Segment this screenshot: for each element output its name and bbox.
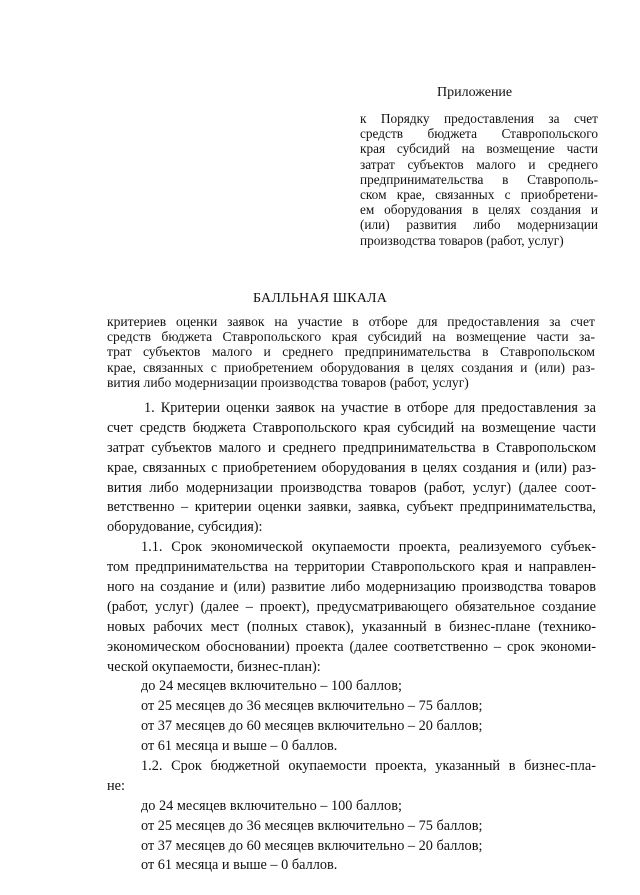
list-item: от 61 месяца и выше – 0 баллов. <box>141 738 338 755</box>
paragraph-line: вития либо модернизации производства товаров (работ, услуг) (далее соот- <box>107 479 596 496</box>
appendix-line: производства товаров (работ, услуг) <box>360 232 564 248</box>
paragraph-line: экономическом обосновании) проекта (далее соответственно – срок экономи- <box>107 638 596 655</box>
appendix-line: затрат субъектов малого и среднего <box>360 156 598 172</box>
paragraph-line: новых рабочих мест (полных ставок), указанный в бизнес-плане (технико- <box>107 618 596 635</box>
appendix-line: ем оборудования в целях создания и <box>360 202 598 218</box>
paragraph-line: 1.2. Срок бюджетной окупаемости проекта, указанный в бизнес-пла- <box>141 758 596 775</box>
list-item: до 24 месяцев включительно – 100 баллов; <box>141 678 402 695</box>
list-item: от 25 месяцев до 36 месяцев включительно – 75 баллов; <box>141 817 483 834</box>
paragraph-line: ного на создание и (или) развитие либо модернизацию производства товаров <box>107 579 596 596</box>
appendix-line: средств бюджета Ставропольского <box>360 126 598 142</box>
list-item: от 25 месяцев до 36 месяцев включительно – 75 баллов; <box>141 698 483 715</box>
subtitle-line: критериев оценки заявок на участие в отборе для предоставления за счет <box>107 314 595 329</box>
paragraph-line: 1.1. Срок экономической окупаемости проекта, реализуемого субъек- <box>141 539 596 556</box>
subtitle-line: крае, связанных с приобретением оборудования в целях создания и (или) раз- <box>107 359 595 375</box>
appendix-line: к Порядку предоставления за счет <box>360 111 598 126</box>
document-title: БАЛЛЬНАЯ ШКАЛА <box>252 291 388 306</box>
appendix-line: предпринимательства в Ставрополь- <box>360 171 598 187</box>
document-subtitle <box>107 314 595 390</box>
paragraph-line: (работ, услуг) (далее – проект), предусматривающего обязательное создание <box>107 598 596 615</box>
paragraph-line: затрат субъектов малого и среднего предпринимательства в Ставропольском <box>107 439 596 456</box>
paragraph-line: том предпринимательства на территории Ставропольского края и направлен- <box>107 559 596 576</box>
paragraph-line: ческой окупаемости, бизнес-план): <box>107 658 321 675</box>
paragraph-line: оборудование, субсидия): <box>107 519 263 536</box>
list-item: от 37 месяцев до 60 месяцев включительно – 20 баллов; <box>141 837 483 854</box>
list-item: от 37 месяцев до 60 месяцев включительно – 20 баллов; <box>141 718 483 735</box>
paragraph-line: 1. Критерии оценки заявок на участие в отборе для предоставления за <box>144 400 596 416</box>
appendix-line: (или) развития либо модернизации <box>360 217 598 233</box>
paragraph-line: ветственно – критерии оценки заявки, заявка, субъект предпринимательства, <box>107 499 596 516</box>
document-body <box>107 399 596 876</box>
appendix-title: Приложение <box>437 85 513 100</box>
subtitle-line: вития либо модернизации производства товаров (работ, услуг) <box>107 374 469 390</box>
paragraph-line: счет средств бюджета Ставропольского края субсидий на возмещение части <box>107 419 596 436</box>
paragraph-line: не: <box>107 777 125 794</box>
subtitle-line: трат субъектов малого и среднего предпринимательства в Ставропольском <box>107 344 595 360</box>
appendix-reference <box>360 111 598 248</box>
appendix-line: ском крае, связанных с приобретени- <box>360 186 598 202</box>
subtitle-line: средств бюджета Ставропольского края субсидий на возмещение части за- <box>107 329 595 345</box>
paragraph-line: крае, связанных с приобретением оборудования в целях создания и (или) раз- <box>107 459 596 476</box>
list-item: от 61 месяца и выше – 0 баллов. <box>141 857 338 874</box>
appendix-line: края субсидий на возмещение части <box>360 141 598 157</box>
list-item: до 24 месяцев включительно – 100 баллов; <box>141 797 402 814</box>
